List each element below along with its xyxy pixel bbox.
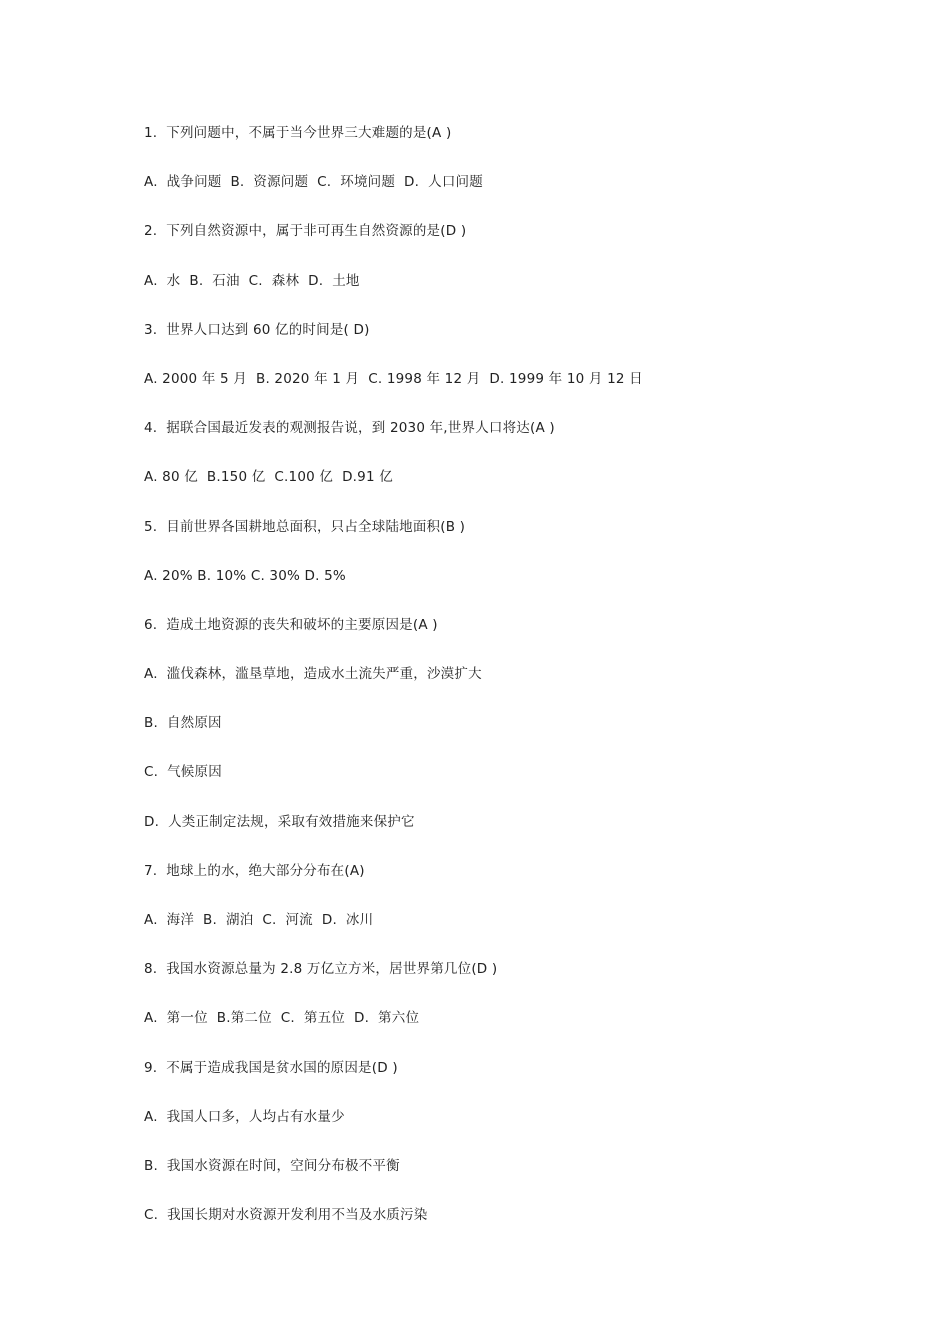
question-1-options: A. 战争问题 B. 资源问题 C. 环境问题 D. 人口问题	[144, 174, 483, 191]
question-8-options: A. 第一位 B.第二位 C. 第五位 D. 第六位	[144, 1010, 420, 1027]
question-5: 5. 目前世界各国耕地总面积，只占全球陆地面积(B )	[144, 518, 466, 535]
question-6-option-b: B. 自然原因	[144, 715, 222, 732]
question-6: 6. 造成土地资源的丧失和破坏的主要原因是(A )	[144, 616, 438, 633]
question-3: 3. 世界人口达到 60 亿的时间是( D)	[144, 321, 370, 338]
question-list	[144, 121, 864, 1252]
question-2: 2. 下列自然资源中，属于非可再生自然资源的是(D )	[144, 223, 467, 240]
question-8: 8. 我国水资源总量为 2.8 万亿立方米，居世界第几位(D )	[144, 961, 498, 978]
question-9-option-b: B. 我国水资源在时间，空间分布极不平衡	[144, 1157, 400, 1174]
question-6-option-a: A. 滥伐森林，滥垦草地，造成水土流失严重，沙漠扩大	[144, 666, 482, 683]
question-6-option-d: D. 人类正制定法规，采取有效措施来保护它	[144, 813, 415, 830]
question-9-option-c: C. 我国长期对水资源开发利用不当及水质污染	[144, 1207, 428, 1224]
question-7: 7. 地球上的水，绝大部分分布在(A)	[144, 862, 365, 879]
question-5-options: A. 20% B. 10% C. 30% D. 5%	[144, 567, 346, 584]
question-9: 9. 不属于造成我国是贫水国的原因是(D )	[144, 1059, 398, 1076]
question-6-option-c: C. 气候原因	[144, 764, 222, 781]
question-7-options: A. 海洋 B. 湖泊 C. 河流 D. 冰川	[144, 912, 374, 928]
question-4-options: A. 80 亿 B.150 亿 C.100 亿 D.91 亿	[144, 469, 393, 486]
question-4: 4. 据联合国最近发表的观测报告说，到 2030 年,世界人口将达(A )	[144, 420, 555, 437]
question-2-options: A. 水 B. 石油 C. 森林 D. 土地	[144, 272, 360, 289]
question-1: 1. 下列问题中，不属于当今世界三大难题的是(A )	[144, 125, 452, 141]
question-9-option-a: A. 我国人口多，人均占有水量少	[144, 1108, 345, 1125]
question-3-options: A. 2000 年 5 月 B. 2020 年 1 月 C. 1998 年 12 月 D. 1999 年 10 月 12 日	[144, 370, 643, 387]
